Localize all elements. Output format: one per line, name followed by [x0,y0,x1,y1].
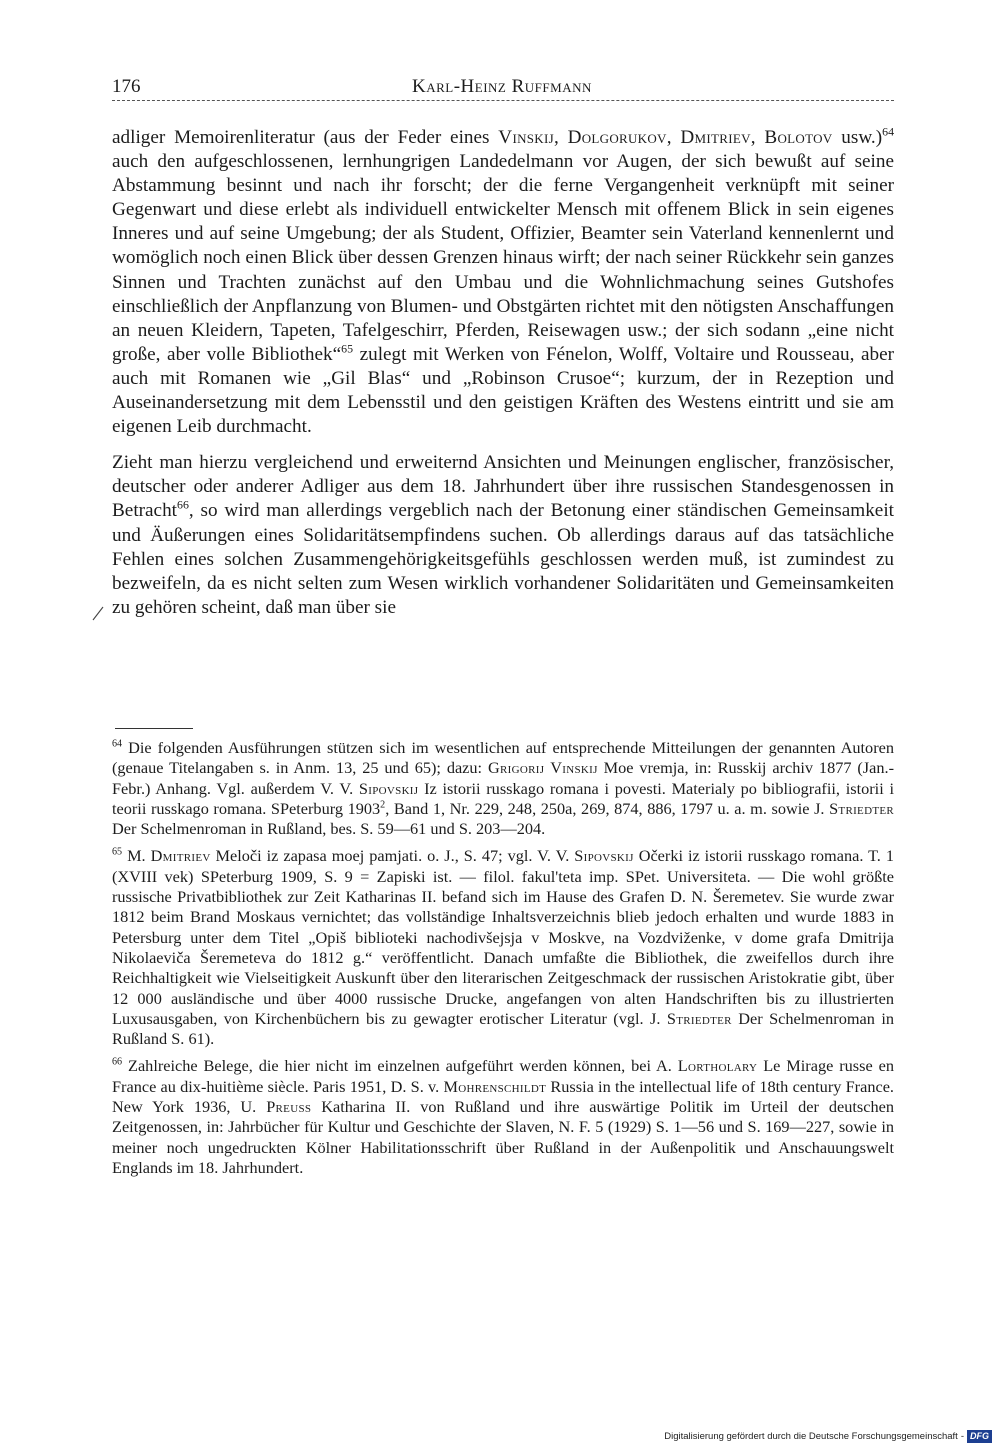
margin-pencil-mark-icon [91,604,105,622]
author-name: Dolgorukov [567,127,667,148]
author-name: Vinskij [498,127,554,148]
footnote-64: $^{64}$ Die folgenden Ausführungen stützen sich im wesentlichen auf entsprechende Mitteilungen der genannten Autoren (genaue Titelangaben s. in Anm. 13, 25 und 65); dazu: Grigorij Vinskij Moe vremja, in: Russkij archiv 1877 (Jan.-Febr.) Anhang. Vgl. außerdem V. V. Sipovskij Iz istorii russkago romana i povesti. Materialy po bibliografii, istorii i teorii russkago romana. SPeterburg 1903$^2$, Band 1, Nr. 229, 248, 250a, 269, 874, 886, 1797 u. a. m. sowie J. Striedter Der Schelmenroman in Rußland, bes. S. 59—61 und S. 203—204. [112,738,895,839]
author-name: Striedter [829,798,894,818]
footer-separator: - [960,1431,964,1442]
author-name: Lortholary [677,1056,758,1076]
footnote-ref-64[interactable]: 64 [882,124,895,139]
author-name: Bolotov [764,127,833,148]
footnote-65: $^{65}$ M. Dmitriev Meloči iz zapasa moej pamjati. o. J., S. 47; vgl. V. V. Sipovskij Očerki iz istorii russkago romana. T. 1 (XVIII vek) SPeterburg 1909, S. 9 = Zapiski ist. — filol. fakul'teta imp. SPet. Universiteta. — Die wohl größte russische Privatbibliothek zur Zeit Katharinas II. befand sich im Hause des Grafen D. N. Šeremetev. Sie wurde zwar 1812 beim Brand Moskaus vernichtet; das vollständige Inhaltsverzeichnis blieb jedoch erhalten und wurde 1883 in Petersburg unter dem Titel „Opiš biblioteki nachodivšejsja v Moskve, na Vozdviženke, v dome grafa Dmitrija Nikolaeviča Šeremeteva do 1812 g.“ veröffentlicht. Danach umfaßte die Bibliothek, die zweifellos durch ihre Reichhaltigkeit wie Vielseitigkeit Auskunft über den literarischen Zeitgeschmack der russischen Aristokratie gibt, über 12 000 ausländische und über 4000 russische Drucke, angefangen von alten Handschriften bis zu illustrierten Luxusausgaben, von Kirchenbüchern bis zu gewagter erotischer Literatur (vgl. J. Striedter Der Schelmenroman in Rußland S. 61). [112,846,894,1049]
funding-note: Digitalisierung gefördert durch die Deutsche Forschungsgemeinschaft [664,1431,958,1442]
running-header [112,74,894,101]
page-number: 176 [112,76,141,97]
footnotes [112,738,894,1178]
footnote-ref-66[interactable]: 66 [177,498,189,513]
footnote-separator [115,728,193,729]
digitization-footer [664,1430,992,1443]
dfg-logo-icon: DFG [967,1430,992,1443]
author-name: Grigorij Vinskij [487,758,598,778]
author-name: Dmitriev [680,127,751,148]
footnote-number: 66 [112,1057,123,1069]
running-head-author: Karl-Heinz Ruffmann [412,76,592,97]
author-name: Sipovskij [358,778,419,798]
author-name: Preuss [266,1097,312,1117]
author-name: Striedter [666,1008,732,1028]
footnote-ref-65[interactable]: 65 [341,341,354,356]
paragraph-2: Zieht man hierzu vergleichend und erweiternd Ansichten und Meinungen englischer, französischer, deutscher oder anderer Adliger aus dem 18. Jahrhundert über ihre russischen Standesgenossen in Betracht$^{66}$, so wird man allerdings vergeblich nach der Betonung einer ständischen Gemeinsamkeit und Äußerungen eines Solidaritätsempfindens suchen. Ob allerdings daraus auf das tatsächliche Fehlen eines solchen Zusammengehörigkeitsgefühls geschlossen werden muß, ist zumindest zu bezweifeln, da es nicht selten zum Wesen wirklich vorhandener Solidaritäten und Gemeinsamkeiten zu gehören scheint, daß man über sie [112,452,894,618]
author-name: Mohrenschildt [443,1076,547,1096]
footnote-66: $^{66}$ Zahlreiche Belege, die hier nicht im einzelnen aufgeführt werden können, bei A. Lortholary Le Mirage russe en France au dix-huitième siècle. Paris 1951, D. S. v. Mohrenschildt Russia in the intellectual life of 18th century France. New York 1936, U. Preuss Katharina II. von Rußland und ihre auswärtige Politik im Urteil der deutschen Zeitgenossen, in: Jahrbücher für Kultur und Geschichte der Slaven, N. F. 5 (1929) S. 1—56 und S. 169—227, sowie in meiner noch ungedruckten Kölner Habilitationsschrift über Rußland in der Außenpolitik und Anschauungswelt Englands im 18. Jahrhundert. [112,1056,894,1177]
author-name: Sipovskij [574,846,634,866]
paragraph-1: adliger Memoirenliteratur (aus der Feder eines Vinskij, Dolgorukov, Dmitriev, Bolotov usw.)$^{64}$ auch den aufgeschlossenen, lernhungrigen Landedelmann vor Augen, der sich bewußt auf seine Abstammung besinnt und nach ihr forscht; der die ferne Vergangenheit verknüpft mit seiner Gegenwart und diese erlebt als individuell entwickelter Mensch mit offenem Blick in sein eigenes Inneres und auf seine Umgebung; der als Student, Offizier, Beamter sein Vaterland kennenlernt und womöglich noch einen Blick über dessen Grenzen hinaus wirft; der nach seiner Rückkehr sein ganzes Sinnen und Trachten zunächst auf den Umbau und die Wohnlichmachung seines Gutshofes einschließlich der Anpflanzung von Blumen- und Obstgärten richtet mit den nötigsten Anschaffungen an neuen Kleidern, Tapeten, Tafelgeschirr, Pferden, Reisewagen usw.; der sich sodann „eine nicht große, aber volle Bibliothek“$^{65}$ zulegt mit Werken von Fénelon, Wolff, Voltaire und Rousseau, aber auch mit Romanen wie „Gil Blas“ und „Robinson Crusoe“; kurzum, der in Rezeption und Auseinandersetzung mit dem Lebensstil und den geistigen Kräften des Westens eintritt und sie am eigenen Leib durchmacht. [112,124,895,438]
author-name: Dmitriev [150,846,211,866]
main-text [112,126,894,620]
footnote-number: 65 [112,847,123,859]
footnote-number: 64 [112,738,123,750]
